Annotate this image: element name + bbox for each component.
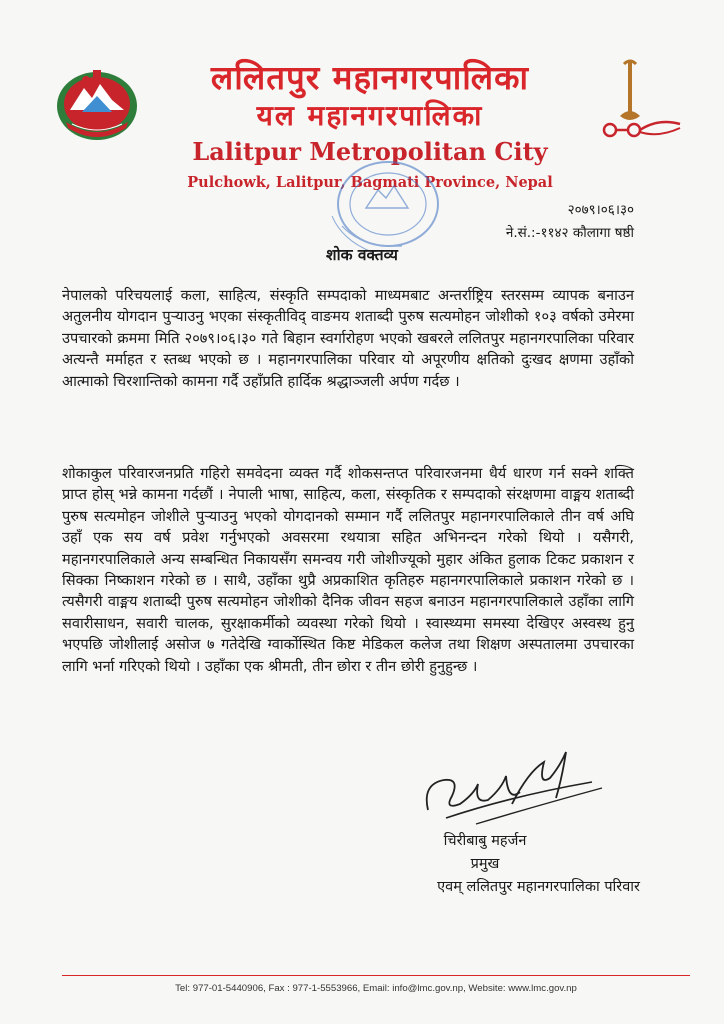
signatory-organization: एवम् ललितपुर महानगरपालिका परिवार xyxy=(437,879,640,895)
footer-divider xyxy=(62,975,690,976)
letter-reference: ने.सं.:-११४२ कौलागा षष्ठी xyxy=(505,225,634,241)
signatory-name: चिरीबाबु महर्जन xyxy=(443,833,527,849)
office-title-english: Lalitpur Metropolitan City xyxy=(192,137,548,166)
letter-date: २०७९।०६।३० xyxy=(567,202,634,218)
handwritten-signature-icon xyxy=(416,744,606,830)
office-address: Pulchowk, Lalitpur, Bagmati Province, Nepal xyxy=(187,174,553,191)
office-stamp-icon xyxy=(322,156,446,256)
nepal-emblem-icon xyxy=(52,66,142,144)
office-title-nepali: ललितपुर महानगरपालिका xyxy=(210,58,530,97)
office-title-newari: यल महानगरपालिका xyxy=(256,99,484,132)
swastika-symbol-icon xyxy=(598,58,684,140)
body-paragraph-2: शोकाकुल परिवारजनप्रति गहिरो समवेदना व्यक्त गर्दै शोकसन्तप्त परिवारजनमा धैर्य धारण गर्न सक्ने शक्ति प्राप्त होस् भन्ने कामना गर्दछौं । नेपाली भाषा, साहित्य, कला, संस्कृतिक र सम्पदाको संरक्षणमा वाङ्मय शताब्दी पुरुष सत्यमोहन जोशीले पुऱ्याउनु भएको योगदानको सम्मान गर्दै ललितपुर महानगरपालिकाले तीन वर्ष अघि उहाँ एक सय वर्ष प्रवेश गर्नुभएको अवसरमा रथयात्रा सहित अभिनन्दन गरेको थियो । यसैगरी, महानगरपालिकाले अन्य सम्बन्धित निकायसँग समन्वय गरी जोशीज्यूको मुहार अंकित हुलाक टिकट प्रकाशन र सिक्का निष्काशन गरेको छ । साथै, उहाँका थुप्रै अप्रकाशित कृतिहरु महानगरपालिकाले प्रकाशन गरेको छ । त्यसैगरी वाङ्मय शताब्दी पुरुष सत्यमोहन जोशीको दैनिक जीवन सहज बनाउन महानगरपालिकाले उहाँका लागि सवारीसाधन, सवारी चालक, सुरक्षाकर्मीको व्यवस्था गरेको थियो । स्वास्थ्यमा समस्या देखिएर अस्वस्थ हुनु भएपछि जोशीलाई असोज ७ गतेदेखि ग्वार्कोस्थित किष्ट मेडिकल कलेज तथा शिक्षण अस्पतालमा उपचारका लागि भर्ना गरिएको थियो । उहाँका एक श्रीमती, तीन छोरा र तीन छोरी हुनुहुन्छ । xyxy=(62,465,634,675)
footer-contact: Tel: 977-01-5440906, Fax : 977-1-5553966, Email: info@lmc.gov.np, Website: www.lmc.gov.np xyxy=(175,983,577,994)
signatory-title: प्रमुख xyxy=(470,856,500,872)
body-paragraph-1: नेपालको परिचयलाई कला, साहित्य, संस्कृति सम्पदाको माध्यमबाट अन्तर्राष्ट्रिय स्तरसम्म व्यापक बनाउन अतुलनीय योगदान पुऱ्याउनु भएका संस्कृतीविद् वाङमय शताब्दी पुरुष सत्यमोहन जोशीको १०३ वर्षको उमेरमा उपचारको क्रममा मिति २०७९।०६।३० गते बिहान स्वर्गारोहण भएको खबरले ललितपुर महानगरपालिका परिवार अत्यन्तै मर्माहत र स्तब्ध भएको छ । महानगरपालिका परिवार यो अपूरणीय क्षतिको दुःखद क्षणमा उहाँको आत्माको चिरशान्तिको कामना गर्दै उहाँप्रति हार्दिक श्रद्धाञ्जली अर्पण गर्दछ । xyxy=(62,287,634,390)
letter-subject: शोक वक्तव्य xyxy=(326,246,398,264)
